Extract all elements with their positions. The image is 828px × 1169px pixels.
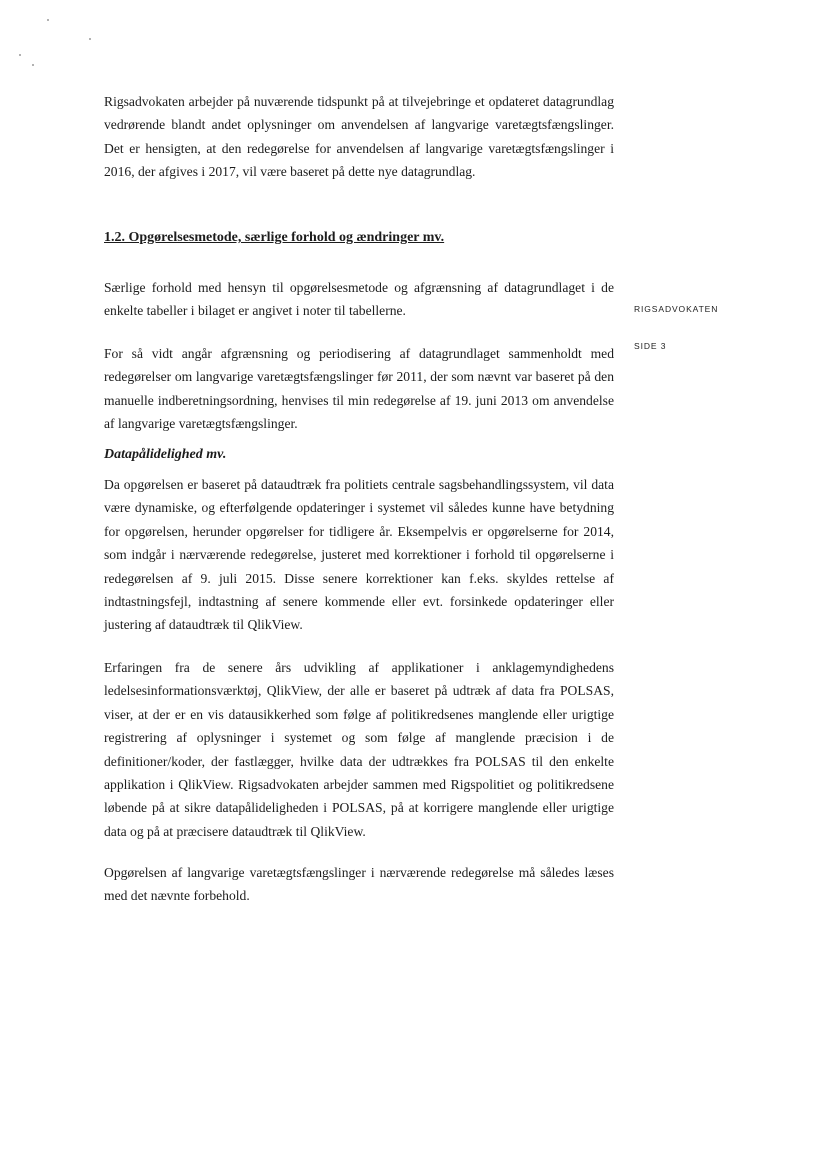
paragraph-erfaringen: Erfaringen fra de senere års udvikling af applikationer i anklagemyndighedens ledelsesinformationsværktøj, QlikView, der alle er baseret på udtræk af data fra POLSAS, viser, at der er en vis datausikkerhed som følge af politikredsenes manglende eller urigtige registrering af oplysninger i systemet og som følge af manglende præcision i de definitioner/koder, der fastlægger, hvilke data der udtrækkes fra POLSAS til den enkelte applikation i QlikView. Rigsadvokaten arbejder sammen med Rigspolitiet og politikredsene løbende på at sikre datapålideligheden i POLSAS, på at korrigere manglende eller urigtige data og på at præcisere dataudtræk til QlikView. (104, 660, 614, 839)
paragraph-opgoerelse-dynamisk: Da opgørelsen er baseret på dataudtræk fra politiets centrale sagsbehandlingssystem, vil data være dynamiske, og efterfølgende opdateringer i systemet vil således kunne have betydning for opgørelsen, herunder opgørelser for tidligere år. Eksempelvis er opgørelserne for 2014, som indgår i nærværende redegørelse, justeret med korrektioner i forhold til opgørelserne i redegørelsen af 9. juli 2015. Disse senere korrektioner kan f.eks. skyldes rettelse af indtastningsfejl, indtastning af senere kommende eller evt. forsinkede opdateringer eller justering af dataudtræk til QlikView. (104, 477, 614, 633)
paragraph-afgraensning: For så vidt angår afgrænsning og periodisering af datagrundlaget sammenholdt med redegørelser om langvarige varetægtsfængslinger før 2011, der som nævnt var baseret på den manuelle indberetningsordning, henvises til min redegørelse af 19. juni 2013 om anvendelse af langvarige varetægtsfængslinger. (104, 346, 614, 432)
paragraph-forbehold: Opgørelsen af langvarige varetægtsfængslinger i nærværende redegørelse må således læses med det nævnte forbehold. (104, 865, 614, 904)
sidebar-page-number: SIDE 3 (634, 341, 667, 351)
section-heading: 1.2. Opgørelsesmetode, særlige forhold og ændringer mv. (104, 230, 445, 245)
paragraph-datagrundlag: Rigsadvokaten arbejder på nuværende tidspunkt på at tilvejebringe et opdateret datagrundlag vedrørende blandt andet oplysninger om anvendelsen af langvarige varetægtsfængslinger. Det er hensigten, at den redegørelse for anvendelsen af langvarige varetægtsfængslinger i 2016, der afgives i 2017, vil være baseret på dette nye datagrundlag. (104, 94, 614, 180)
paragraph-saerlige-forhold: Særlige forhold med hensyn til opgørelsesmetode og afgrænsning af datagrundlaget i de enkelte tabeller i bilaget er angivet i noter til tabellerne. (104, 280, 614, 319)
sidebar-org-name: RIGSADVOKATEN (634, 304, 719, 314)
subsection-heading: Datapålidelighed mv. (104, 447, 227, 462)
